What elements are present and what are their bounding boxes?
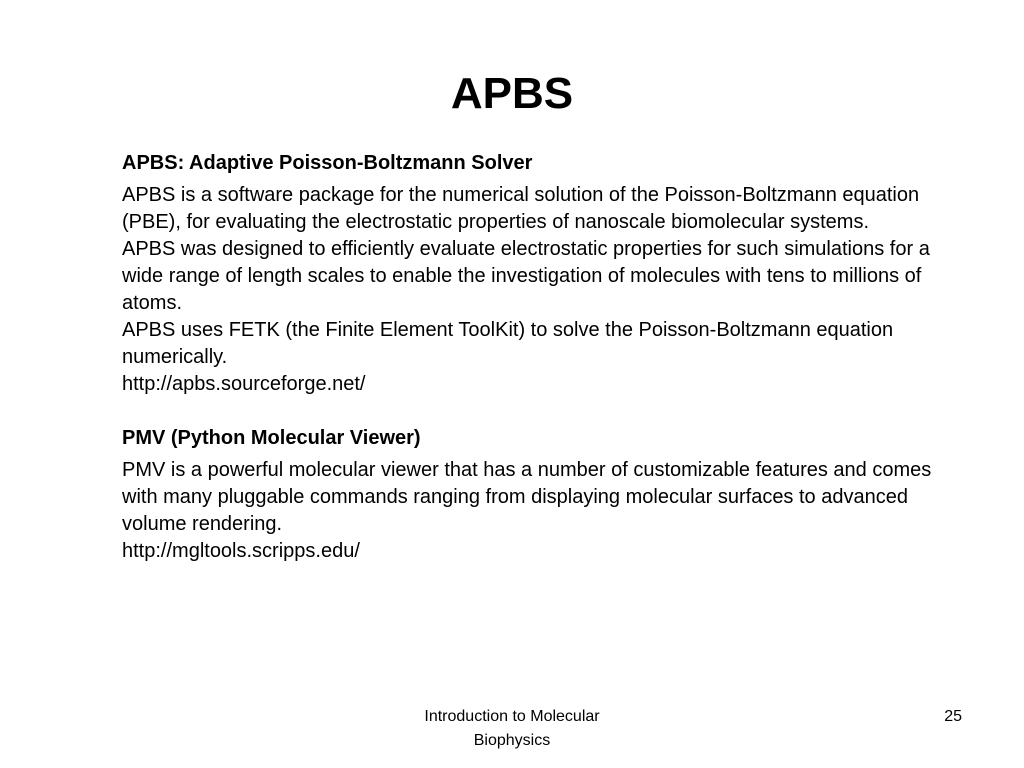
footer-course-title <box>362 705 662 753</box>
slide-content <box>122 150 952 565</box>
apbs-paragraph-1: APBS is a software package for the numerical solution of the Poisson-Boltzmann equation (PBE), for evaluating the electrostatic properties of nanoscale biomolecular systems. <box>122 184 920 233</box>
pmv-section-heading: PMV (Python Molecular Viewer) <box>122 427 421 449</box>
slide-title: APBS <box>450 69 574 118</box>
apbs-section-heading: APBS: Adaptive Poisson-Boltzmann Solver <box>122 152 533 174</box>
apbs-paragraph-3: APBS uses FETK (the Finite Element ToolKit) to solve the Poisson-Boltzmann equation numerically. <box>122 319 894 368</box>
footer-course-title-line-2: Biophysics <box>473 732 551 749</box>
pmv-section <box>122 425 952 565</box>
footer-course-title-line-1: Introduction to Molecular <box>424 708 600 725</box>
apbs-paragraph-2: APBS was designed to efficiently evaluate electrostatic properties for such simulations for a wide range of length scales to enable the investigation of molecules with tens to millions of atoms. <box>122 238 930 314</box>
page-number: 25 <box>944 708 962 725</box>
pmv-paragraph-1: PMV is a powerful molecular viewer that has a number of customizable features and comes with many pluggable commands ranging from displaying molecular surfaces to advanced volume rendering. <box>122 459 932 535</box>
apbs-section <box>122 150 952 398</box>
pmv-url-link[interactable]: http://mgltools.scripps.edu/ <box>122 540 360 562</box>
apbs-url-link[interactable]: http://apbs.sourceforge.net/ <box>122 373 366 395</box>
section-spacer <box>122 398 952 425</box>
